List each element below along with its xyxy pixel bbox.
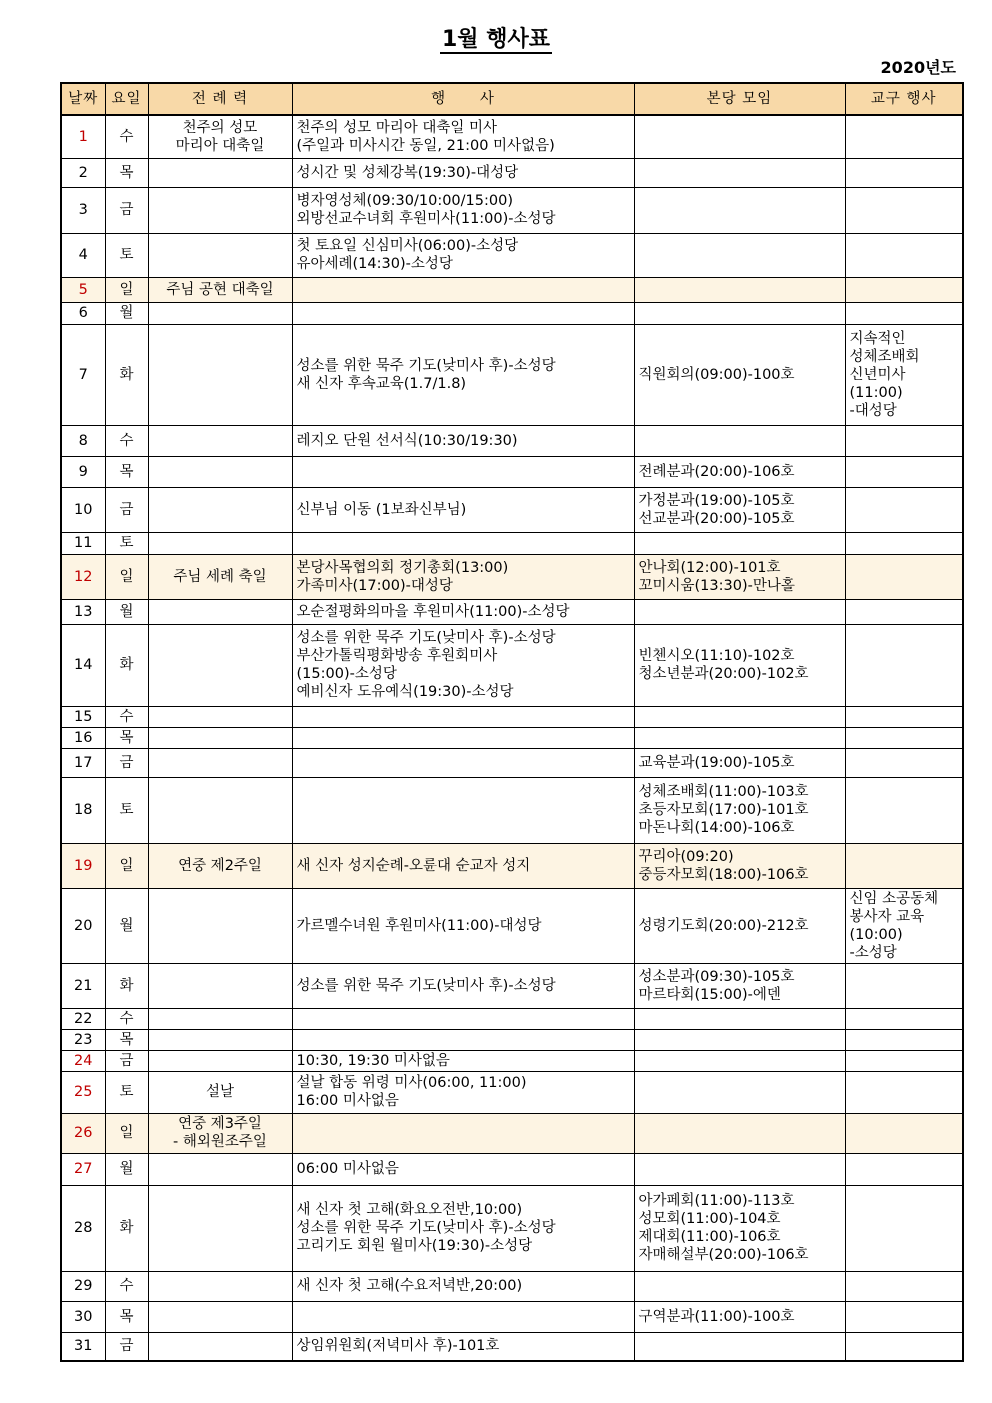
date-cell: 13 [61, 599, 105, 624]
date-cell: 8 [61, 425, 105, 456]
events-cell: 본당사목협의회 정기총회(13:00) 가족미사(17:00)-대성당 [292, 554, 634, 599]
date-cell: 11 [61, 532, 105, 554]
events-cell: 신부님 이동 (1보좌신부님) [292, 487, 634, 532]
day-cell: 토 [105, 1071, 148, 1113]
table-row [61, 706, 963, 727]
date-cell: 29 [61, 1271, 105, 1301]
diocese-events-cell: 신임 소공동체 봉사자 교육 (10:00) -소성당 [845, 888, 963, 963]
events-cell: 성소를 위한 묵주 기도(낮미사 후)-소성당 새 신자 후속교육(1.7/1.8) [292, 324, 634, 425]
church-meetings-cell [634, 1153, 845, 1185]
header-day: 요일 [105, 83, 148, 115]
liturgy-cell [148, 302, 292, 324]
liturgy-cell [148, 233, 292, 277]
diocese-events-cell [845, 187, 963, 233]
day-cell: 수 [105, 1271, 148, 1301]
liturgy-cell: 주님 세례 축일 [148, 554, 292, 599]
liturgy-cell [148, 1185, 292, 1271]
table-row [61, 187, 963, 233]
events-cell [292, 1301, 634, 1332]
date-cell: 14 [61, 624, 105, 706]
events-cell [292, 1113, 634, 1153]
day-cell: 일 [105, 554, 148, 599]
diocese-events-cell [845, 1029, 963, 1050]
church-meetings-cell [634, 425, 845, 456]
diocese-events-cell [845, 487, 963, 532]
date-cell: 7 [61, 324, 105, 425]
header-liturgy: 전 례 력 [148, 83, 292, 115]
diocese-events-cell [845, 1153, 963, 1185]
date-cell: 4 [61, 233, 105, 277]
table-row [61, 777, 963, 843]
events-cell: 06:00 미사없음 [292, 1153, 634, 1185]
events-cell: 병자영성체(09:30/10:00/15:00) 외방선교수녀회 후원미사(11:00)-소성당 [292, 187, 634, 233]
date-cell: 5 [61, 277, 105, 302]
church-meetings-cell [634, 187, 845, 233]
table-row [61, 456, 963, 487]
church-meetings-cell [634, 1113, 845, 1153]
church-meetings-cell: 성령기도회(20:00)-212호 [634, 888, 845, 963]
events-cell [292, 748, 634, 777]
date-cell: 10 [61, 487, 105, 532]
table-row [61, 1185, 963, 1271]
day-cell: 금 [105, 1332, 148, 1361]
events-cell: 새 신자 첫 고해(수요저녁반,20:00) [292, 1271, 634, 1301]
events-cell [292, 302, 634, 324]
day-cell: 목 [105, 158, 148, 187]
date-cell: 22 [61, 1008, 105, 1029]
liturgy-cell [148, 706, 292, 727]
date-cell: 21 [61, 963, 105, 1008]
table-row [61, 1050, 963, 1071]
table-row [61, 115, 963, 158]
page-title: 1월 행사표 [442, 27, 550, 52]
church-meetings-cell [634, 115, 845, 158]
church-meetings-cell [634, 1008, 845, 1029]
liturgy-cell [148, 487, 292, 532]
church-meetings-cell [634, 706, 845, 727]
liturgy-cell [148, 532, 292, 554]
liturgy-cell [148, 748, 292, 777]
date-cell: 18 [61, 777, 105, 843]
schedule-body [61, 115, 963, 1361]
date-cell: 2 [61, 158, 105, 187]
church-meetings-cell: 아가페회(11:00)-113호 성모회(11:00)-104호 제대회(11:00)-106호 자매해설부(20:00)-106호 [634, 1185, 845, 1271]
events-cell: 첫 토요일 신심미사(06:00)-소성당 유아세례(14:30)-소성당 [292, 233, 634, 277]
table-row [61, 748, 963, 777]
day-cell: 수 [105, 706, 148, 727]
liturgy-cell: 천주의 성모 마리아 대축일 [148, 115, 292, 158]
diocese-events-cell [845, 1071, 963, 1113]
liturgy-cell [148, 1008, 292, 1029]
diocese-events-cell [845, 1185, 963, 1271]
events-cell [292, 727, 634, 748]
events-cell: 설날 합동 위령 미사(06:00, 11:00) 16:00 미사없음 [292, 1071, 634, 1113]
diocese-events-cell [845, 1271, 963, 1301]
church-meetings-cell [634, 1271, 845, 1301]
church-meetings-cell: 교육분과(19:00)-105호 [634, 748, 845, 777]
diocese-events-cell [845, 624, 963, 706]
table-row [61, 1008, 963, 1029]
church-meetings-cell: 빈첸시오(11:10)-102호 청소년분과(20:00)-102호 [634, 624, 845, 706]
header-date: 날짜 [61, 83, 105, 115]
day-cell: 일 [105, 843, 148, 888]
date-cell: 20 [61, 888, 105, 963]
date-cell: 17 [61, 748, 105, 777]
day-cell: 화 [105, 324, 148, 425]
liturgy-cell: 주님 공현 대축일 [148, 277, 292, 302]
events-cell: 새 신자 성지순례-오륜대 순교자 성지 [292, 843, 634, 888]
event-schedule-table [60, 82, 964, 1362]
church-meetings-cell: 전례분과(20:00)-106호 [634, 456, 845, 487]
table-row [61, 302, 963, 324]
table-row [61, 1271, 963, 1301]
day-cell: 금 [105, 1050, 148, 1071]
diocese-events-cell [845, 456, 963, 487]
diocese-events-cell: 지속적인 성체조배회 신년미사 (11:00) -대성당 [845, 324, 963, 425]
church-meetings-cell: 성체조배회(11:00)-103호 초등자모회(17:00)-101호 마돈나회(14:00)-106호 [634, 777, 845, 843]
table-row [61, 425, 963, 456]
diocese-events-cell [845, 425, 963, 456]
day-cell: 목 [105, 1301, 148, 1332]
date-cell: 24 [61, 1050, 105, 1071]
day-cell: 월 [105, 302, 148, 324]
table-row [61, 532, 963, 554]
date-cell: 25 [61, 1071, 105, 1113]
date-cell: 16 [61, 727, 105, 748]
events-cell [292, 1029, 634, 1050]
diocese-events-cell [845, 1113, 963, 1153]
day-cell: 월 [105, 599, 148, 624]
events-cell: 새 신자 첫 고해(화요오전반,10:00) 성소를 위한 묵주 기도(낮미사 후)-소성당 고리기도 회원 월미사(19:30)-소성당 [292, 1185, 634, 1271]
table-row [61, 1113, 963, 1153]
liturgy-cell: 연중 제3주일 - 해외원조주일 [148, 1113, 292, 1153]
date-cell: 26 [61, 1113, 105, 1153]
day-cell: 화 [105, 1185, 148, 1271]
church-meetings-cell: 직원회의(09:00)-100호 [634, 324, 845, 425]
events-cell: 성소를 위한 묵주 기도(낮미사 후)-소성당 부산가톨릭평화방송 후원회미사 (15:00)-소성당 예비신자 도유예식(19:30)-소성당 [292, 624, 634, 706]
diocese-events-cell [845, 599, 963, 624]
day-cell: 토 [105, 233, 148, 277]
church-meetings-cell [634, 233, 845, 277]
date-cell: 1 [61, 115, 105, 158]
events-cell: 오순절평화의마을 후원미사(11:00)-소성당 [292, 599, 634, 624]
diocese-events-cell [845, 727, 963, 748]
liturgy-cell [148, 1332, 292, 1361]
church-meetings-cell [634, 1050, 845, 1071]
events-cell: 가르멜수녀원 후원미사(11:00)-대성당 [292, 888, 634, 963]
liturgy-cell [148, 1153, 292, 1185]
table-row [61, 233, 963, 277]
table-row [61, 158, 963, 187]
table-row [61, 487, 963, 532]
day-cell: 수 [105, 115, 148, 158]
liturgy-cell [148, 727, 292, 748]
day-cell: 수 [105, 1008, 148, 1029]
table-row [61, 277, 963, 302]
header-events: 행 사 [292, 83, 634, 115]
diocese-events-cell [845, 1301, 963, 1332]
date-cell: 15 [61, 706, 105, 727]
day-cell: 일 [105, 1113, 148, 1153]
liturgy-cell [148, 1271, 292, 1301]
church-meetings-cell [634, 1029, 845, 1050]
date-cell: 31 [61, 1332, 105, 1361]
liturgy-cell [148, 1301, 292, 1332]
events-cell: 10:30, 19:30 미사없음 [292, 1050, 634, 1071]
events-cell [292, 456, 634, 487]
date-cell: 28 [61, 1185, 105, 1271]
liturgy-cell [148, 777, 292, 843]
header-church-meetings: 본당 모임 [634, 83, 845, 115]
table-row [61, 727, 963, 748]
table-row [61, 1301, 963, 1332]
diocese-events-cell [845, 963, 963, 1008]
table-row [61, 888, 963, 963]
date-cell: 27 [61, 1153, 105, 1185]
church-meetings-cell [634, 599, 845, 624]
liturgy-cell [148, 1029, 292, 1050]
church-meetings-cell [634, 1332, 845, 1361]
day-cell: 화 [105, 963, 148, 1008]
church-meetings-cell: 구역분과(11:00)-100호 [634, 1301, 845, 1332]
date-cell: 23 [61, 1029, 105, 1050]
date-cell: 19 [61, 843, 105, 888]
liturgy-cell: 설날 [148, 1071, 292, 1113]
day-cell: 금 [105, 187, 148, 233]
diocese-events-cell [845, 748, 963, 777]
day-cell: 금 [105, 487, 148, 532]
day-cell: 토 [105, 777, 148, 843]
liturgy-cell: 연중 제2주일 [148, 843, 292, 888]
diocese-events-cell [845, 843, 963, 888]
diocese-events-cell [845, 706, 963, 727]
church-meetings-cell [634, 158, 845, 187]
date-cell: 3 [61, 187, 105, 233]
events-cell [292, 706, 634, 727]
diocese-events-cell [845, 302, 963, 324]
diocese-events-cell [845, 233, 963, 277]
liturgy-cell [148, 187, 292, 233]
liturgy-cell [148, 888, 292, 963]
table-row [61, 843, 963, 888]
date-cell: 30 [61, 1301, 105, 1332]
day-cell: 토 [105, 532, 148, 554]
table-row [61, 599, 963, 624]
church-meetings-cell [634, 727, 845, 748]
table-row [61, 1071, 963, 1113]
day-cell: 월 [105, 888, 148, 963]
events-cell [292, 277, 634, 302]
day-cell: 월 [105, 1153, 148, 1185]
diocese-events-cell [845, 277, 963, 302]
church-meetings-cell [634, 532, 845, 554]
day-cell: 금 [105, 748, 148, 777]
table-row [61, 1153, 963, 1185]
day-cell: 일 [105, 277, 148, 302]
diocese-events-cell [845, 1050, 963, 1071]
diocese-events-cell [845, 1332, 963, 1361]
liturgy-cell [148, 324, 292, 425]
header-diocese-events: 교구 행사 [845, 83, 963, 115]
day-cell: 수 [105, 425, 148, 456]
events-cell: 상임위원회(저녁미사 후)-101호 [292, 1332, 634, 1361]
diocese-events-cell [845, 532, 963, 554]
church-meetings-cell: 성소분과(09:30)-105호 마르타회(15:00)-에덴 [634, 963, 845, 1008]
year-label: 2020년도 [880, 58, 956, 77]
table-row [61, 324, 963, 425]
events-cell: 성시간 및 성체강복(19:30)-대성당 [292, 158, 634, 187]
events-cell: 레지오 단원 선서식(10:30/19:30) [292, 425, 634, 456]
diocese-events-cell [845, 554, 963, 599]
church-meetings-cell [634, 302, 845, 324]
table-row [61, 624, 963, 706]
church-meetings-cell [634, 1071, 845, 1113]
church-meetings-cell: 꾸리아(09:20) 중등자모회(18:00)-106호 [634, 843, 845, 888]
diocese-events-cell [845, 777, 963, 843]
table-row [61, 1332, 963, 1361]
liturgy-cell [148, 425, 292, 456]
header-row [61, 83, 963, 115]
day-cell: 화 [105, 624, 148, 706]
liturgy-cell [148, 158, 292, 187]
liturgy-cell [148, 1050, 292, 1071]
church-meetings-cell: 안나회(12:00)-101호 꼬미시움(13:30)-만나홀 [634, 554, 845, 599]
diocese-events-cell [845, 115, 963, 158]
church-meetings-cell: 가정분과(19:00)-105호 선교분과(20:00)-105호 [634, 487, 845, 532]
events-cell [292, 777, 634, 843]
diocese-events-cell [845, 158, 963, 187]
table-row [61, 1029, 963, 1050]
events-cell [292, 1008, 634, 1029]
liturgy-cell [148, 624, 292, 706]
liturgy-cell [148, 599, 292, 624]
liturgy-cell [148, 963, 292, 1008]
table-row [61, 554, 963, 599]
date-cell: 9 [61, 456, 105, 487]
events-cell [292, 532, 634, 554]
day-cell: 목 [105, 1029, 148, 1050]
day-cell: 목 [105, 727, 148, 748]
date-cell: 6 [61, 302, 105, 324]
date-cell: 12 [61, 554, 105, 599]
day-cell: 목 [105, 456, 148, 487]
events-cell: 성소를 위한 묵주 기도(낮미사 후)-소성당 [292, 963, 634, 1008]
table-row [61, 963, 963, 1008]
liturgy-cell [148, 456, 292, 487]
diocese-events-cell [845, 1008, 963, 1029]
church-meetings-cell [634, 277, 845, 302]
events-cell: 천주의 성모 마리아 대축일 미사 (주일과 미사시간 동일, 21:00 미사없음) [292, 115, 634, 158]
